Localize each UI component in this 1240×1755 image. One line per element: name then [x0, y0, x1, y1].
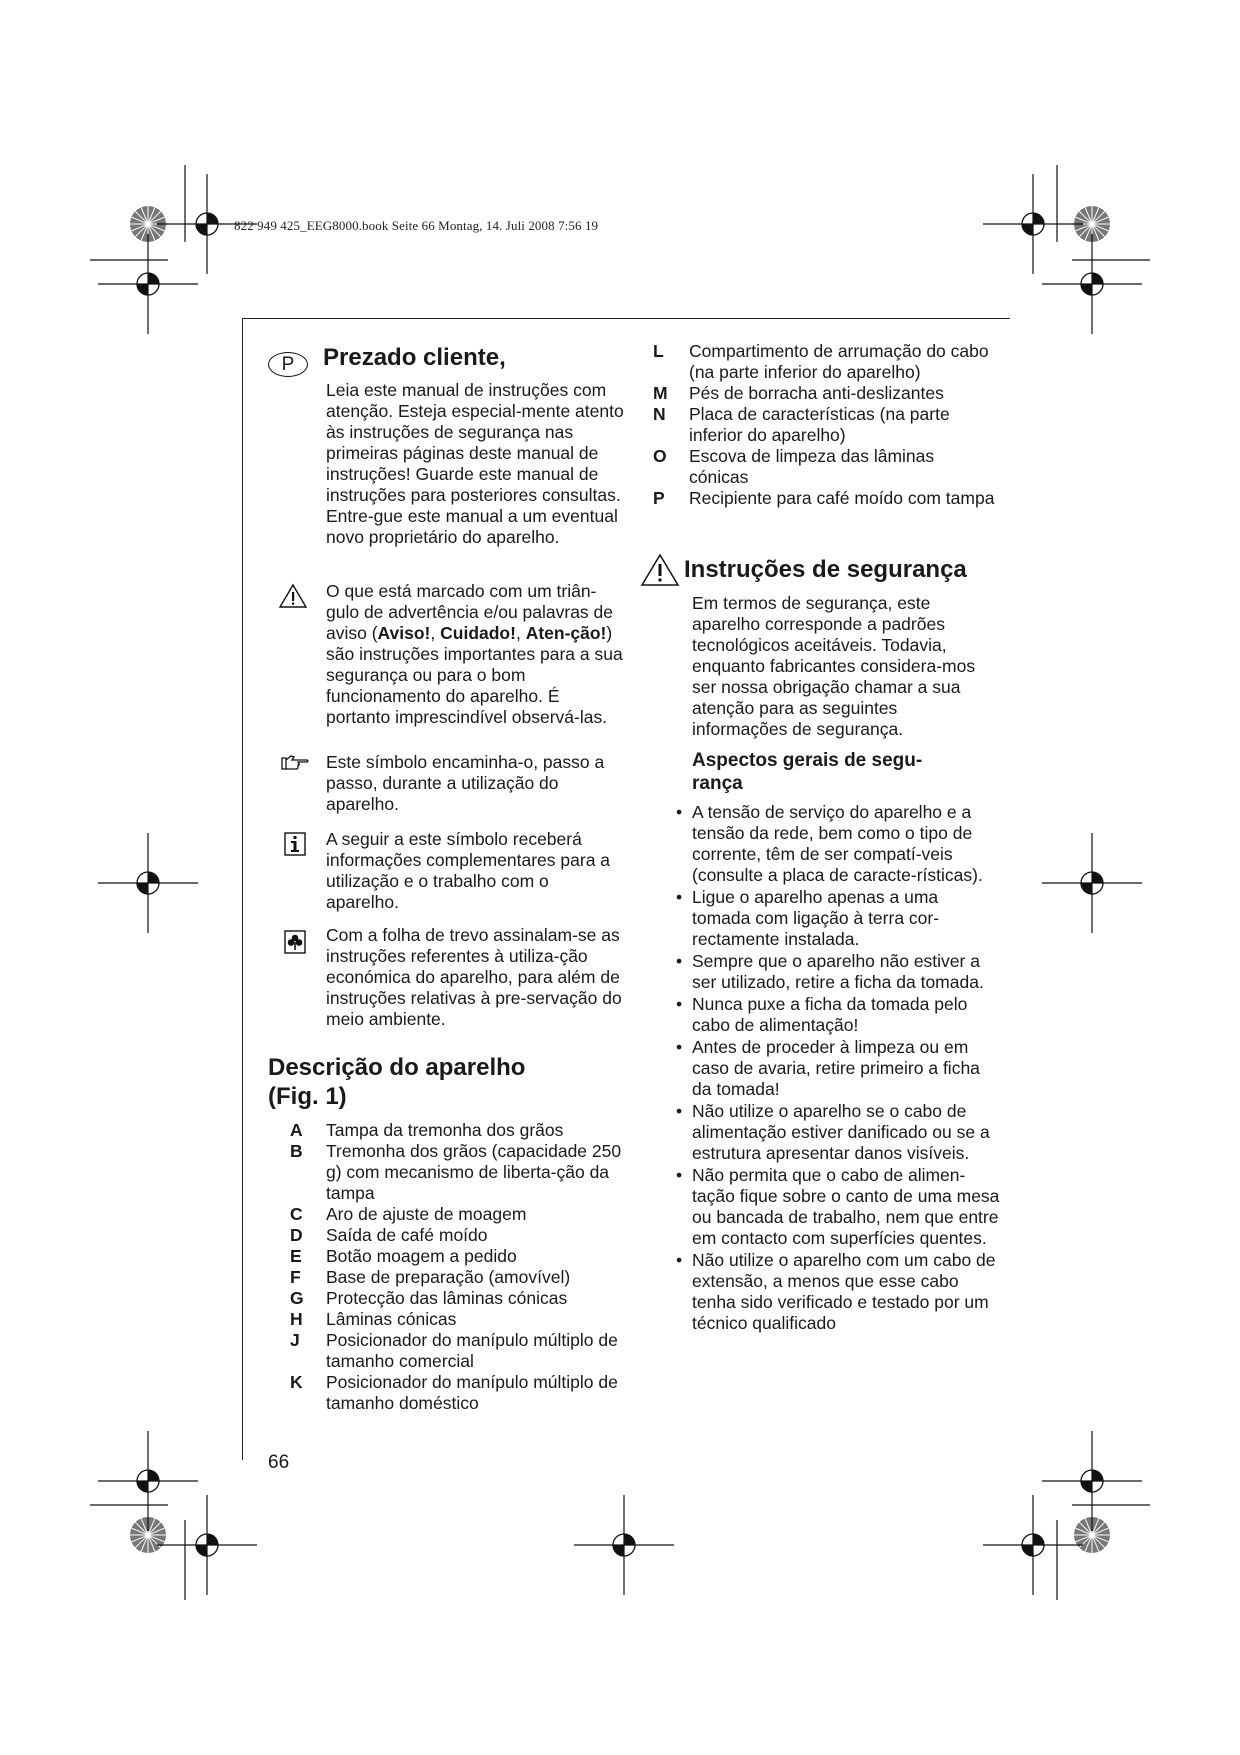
list-item: • A tensão de serviço do aparelho e a tensão da rede, bem como o tipo de corrente, têm de ser compatí-veis (consulte a placa de caracte-rísticas). [676, 802, 983, 885]
list-item: • Nunca puxe a ficha da tomada pelo cabo de alimentação! [676, 994, 968, 1035]
greeting-body: Leia este manual de instruções com atenção. Esteja especial-mente atento às instruções de segurança nas primeiras páginas deste manual de instruções! Guarde este manual de instruções para posteriores consultas. Entre-gue este manual a um eventual novo proprietário do aparelho. [326, 380, 624, 547]
list-item: E Botão moagem a pedido [290, 1246, 517, 1266]
safety-title: Instruções de segurança [684, 556, 967, 583]
info-symbol-text: A seguir a este símbolo receberá informações complementares para a utilização e o trabalho com o aparelho. [326, 829, 611, 912]
crosshair-mark-icon [983, 1495, 1083, 1595]
crosshair-mark-icon [1042, 1431, 1142, 1531]
pointing-hand-icon [280, 752, 310, 772]
list-item: C Aro de ajuste de moagem [290, 1204, 527, 1224]
list-item: K Posicionador do manípulo múltiplo de tamanho doméstico [290, 1372, 618, 1413]
list-item: L Compartimento de arrumação do cabo (na parte inferior do aparelho) [653, 341, 989, 382]
list-item: G Protecção das lâminas cónicas [290, 1288, 568, 1308]
crosshair-mark-icon [1042, 833, 1142, 933]
list-item: • Não utilize o aparelho se o cabo de alimentação estiver danificado ou se a estrutura apresentar danos visíveis. [676, 1101, 990, 1163]
greeting-title: Prezado cliente, [323, 344, 506, 371]
safety-subtitle-line1: Aspectos gerais de segu- [692, 750, 923, 771]
crosshair-mark-icon [157, 1495, 257, 1595]
language-badge: P [268, 352, 308, 377]
list-item: • Não utilize o aparelho com um cabo de extensão, a menos que esse cabo tenha sido verificado e testado por um técnico qualificado [676, 1250, 996, 1333]
safety-bullets [676, 802, 1000, 1335]
safety-subtitle-line2: rança [692, 773, 743, 794]
clover-symbol-text: Com a folha de trevo assinalam-se as instruções referentes à utiliza-ção económica do aparelho, para além de instruções relativas à pre-servação do meio ambiente. [326, 925, 622, 1029]
list-item: • Sempre que o aparelho não estiver a ser utilizado, retire a ficha da tomada. [676, 951, 984, 992]
list-item: • Ligue o aparelho apenas a uma tomada com ligação à terra cor-rectamente instalada. [676, 887, 940, 949]
print-header: 822 949 425_EEG8000.book Seite 66 Montag, 14. Juli 2008 7:56 19 [234, 218, 599, 233]
parts-list-continued [653, 341, 998, 509]
clover-icon [284, 930, 306, 954]
crosshair-mark-icon [98, 1431, 198, 1531]
safety-intro: Em termos de segurança, este aparelho corresponde a padrões tecnológicos aceitáveis. Todavia, enquanto fabricantes considera-mos ser nossa obrigação chamar a sua atenção para as seguintes informações de segurança. [692, 593, 976, 739]
description-title-line2: (Fig. 1) [268, 1083, 347, 1110]
crosshair-mark-icon [983, 174, 1083, 274]
list-item: J Posicionador do manípulo múltiplo de tamanho comercial [290, 1330, 618, 1371]
warning-symbol-text: O que está marcado com um triân-gulo de advertência e/ou palavras de aviso (Aviso!, Cuidado!, Aten-ção!) são instruções importantes para a sua segurança ou para o bom funcionamento do aparelho. É portanto imprescindível observá-las. [326, 581, 623, 727]
crosshair-mark-icon [574, 1495, 674, 1595]
left-rule [242, 318, 243, 1460]
crosshair-mark-icon [98, 833, 198, 933]
list-item: • Não permita que o cabo de alimen-tação fique sobre o canto de uma mesa ou bancada de trabalho, nem que entre em contacto com superfícies quentes. [676, 1165, 1000, 1248]
warning-triangle-icon [278, 583, 308, 609]
list-item: D Saída de café moído [290, 1225, 488, 1245]
crosshair-mark-icon [98, 234, 198, 334]
list-item: H Lâminas cónicas [290, 1309, 457, 1329]
list-item: F Base de preparação (amovível) [290, 1267, 571, 1287]
info-icon [284, 832, 306, 856]
list-item: A Tampa da tremonha dos grãos [290, 1120, 564, 1140]
list-item: M Pés de borracha anti-deslizantes [653, 383, 944, 403]
parts-list [266, 1120, 628, 1414]
top-rule [242, 318, 1010, 319]
crosshair-mark-icon [1042, 234, 1142, 334]
list-item: P Recipiente para café moído com tampa [653, 488, 995, 508]
list-item: N Placa de características (na parte inferior do aparelho) [653, 404, 950, 445]
list-item: O Escova de limpeza das lâminas cónicas [653, 446, 935, 487]
list-item: B Tremonha dos grãos (capacidade 250 g) com mecanismo de liberta-ção da tampa [290, 1141, 622, 1203]
description-title-line1: Descrição do aparelho [268, 1054, 526, 1081]
pointing-hand-text: Este símbolo encaminha-o, passo a passo, durante a utilização do aparelho. [326, 752, 605, 814]
list-item: • Antes de proceder à limpeza ou em caso de avaria, retire primeiro a ficha da tomada! [676, 1037, 980, 1099]
safety-warning-icon [640, 553, 680, 587]
page-number: 66 [268, 1452, 290, 1473]
